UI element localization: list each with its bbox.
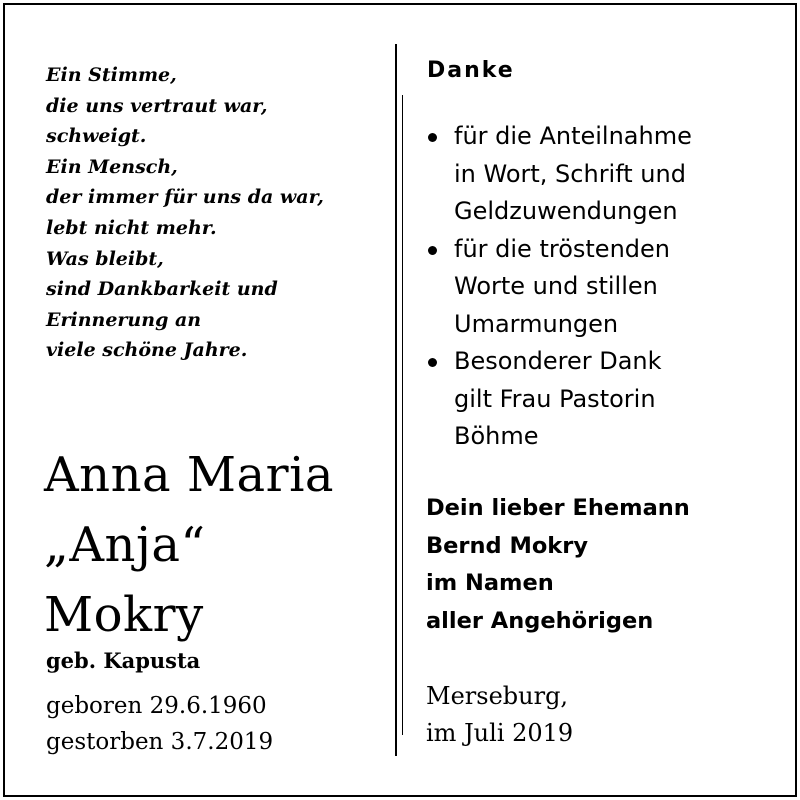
life-dates	[46, 688, 273, 760]
thanks-item	[428, 343, 788, 456]
signature-line: im Namen	[426, 570, 554, 596]
birth-date: geboren 29.6.1960	[46, 693, 267, 719]
birth-name: geb. Kapusta	[46, 648, 201, 673]
thanks-item	[428, 118, 788, 231]
bullet-icon	[428, 358, 437, 367]
name-line-surname: Mokry	[44, 587, 204, 643]
poem-line: Erinnerung an	[46, 308, 202, 331]
thanks-item	[428, 231, 788, 344]
bullet-icon	[428, 133, 437, 142]
thanks-item-text: für die tröstenden Worte und stillen Umarmungen	[454, 234, 670, 338]
name-line-nickname: „Anja“	[44, 517, 206, 573]
bullet-icon	[428, 246, 437, 255]
thanks-list	[428, 118, 788, 456]
column-divider-inner	[402, 95, 403, 735]
memorial-poem	[46, 60, 386, 366]
deceased-name	[44, 440, 389, 650]
signature-line: Dein lieber Ehemann	[426, 495, 690, 521]
poem-line: die uns vertraut war,	[46, 94, 268, 117]
signature-line: aller Angehörigen	[426, 607, 654, 634]
place: Merseburg,	[426, 682, 569, 710]
place-date	[426, 678, 573, 752]
poem-line: viele schöne Jahre.	[46, 339, 248, 362]
poem-line: lebt nicht mehr.	[46, 216, 217, 239]
poem-line: Was bleibt,	[46, 247, 164, 270]
poem-line: Ein Stimme,	[46, 64, 177, 86]
poem-line: Ein Mensch,	[46, 155, 178, 178]
column-divider	[395, 44, 397, 756]
thanks-item-text: für die Anteilnahme in Wort, Schrift und Geldzuwendungen	[454, 122, 692, 225]
death-date: gestorben 3.7.2019	[46, 729, 274, 755]
name-line-first: Anna Maria	[44, 447, 335, 503]
signature-block	[426, 490, 690, 640]
poem-line: schweigt.	[46, 125, 147, 148]
date: im Juli 2019	[426, 719, 574, 747]
thanks-heading: Danke	[427, 58, 515, 83]
poem-line: der immer für uns da war,	[46, 186, 324, 209]
poem-line: sind Dankbarkeit und	[46, 278, 278, 301]
thanks-item-text: Besonderer Dank gilt Frau Pastorin Böhme	[454, 347, 662, 450]
signature-line: Bernd Mokry	[426, 532, 589, 559]
